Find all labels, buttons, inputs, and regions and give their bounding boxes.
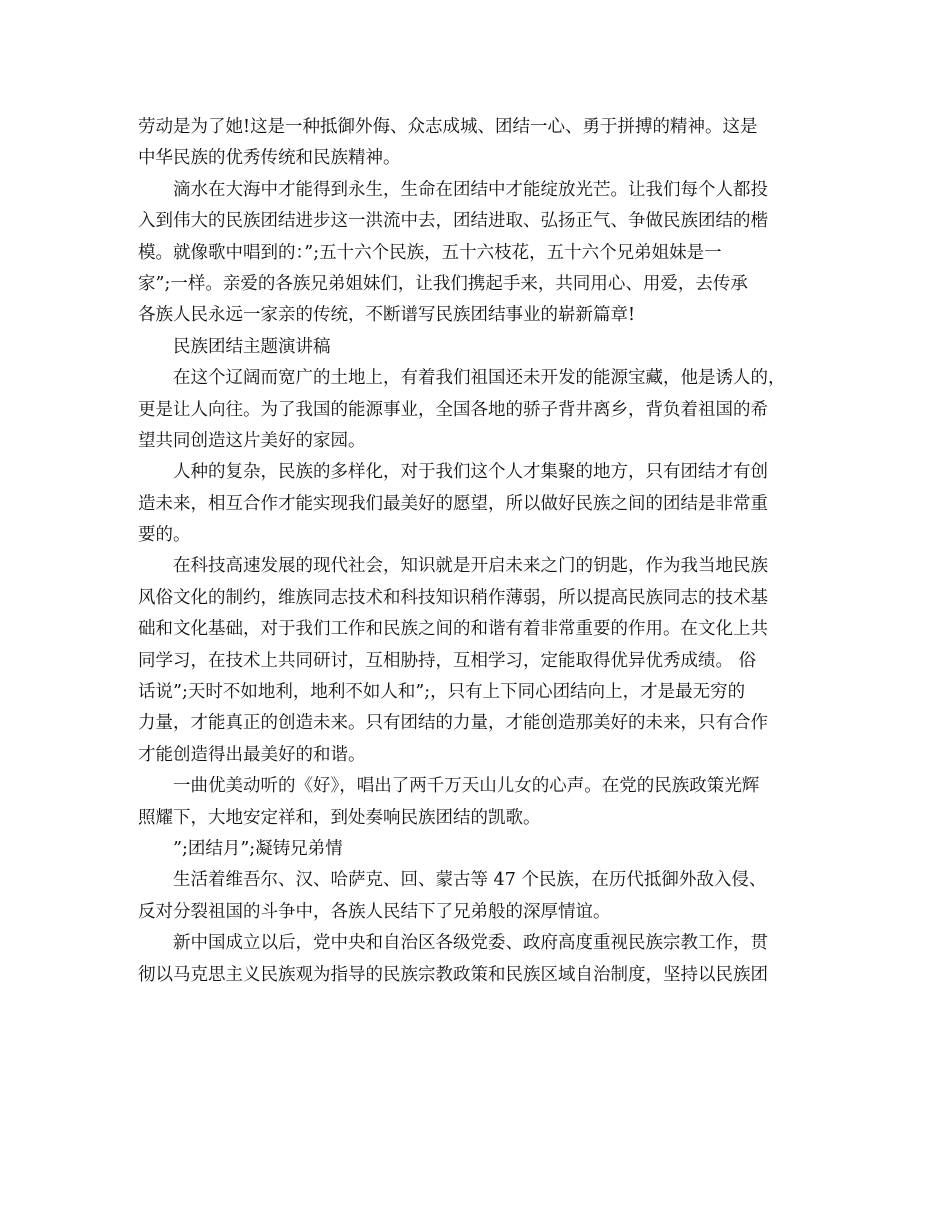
- text-line: 望共同创造这片美好的家园。: [138, 430, 366, 451]
- document-page: [138, 112, 814, 991]
- text-line: 生活着维吾尔、汉、哈萨克、回、蒙古等 47 个民族，在历代抵御外敌入侵、: [173, 870, 767, 891]
- text-line: 更是让人向往。为了我国的能源事业，全国各地的骄子背井离乡，背负着祖国的希: [138, 399, 768, 420]
- text-line: 风俗文化的制约，维族同志技术和科技知识稍作薄弱，所以提高民族同志的技术基: [138, 587, 768, 608]
- document-body: [138, 112, 814, 991]
- text-line: 同学习，在技术上共同研讨，互相胁持，互相学习，定能取得优异优秀成绩。 俗: [138, 650, 757, 671]
- text-line: 各族人民永远一家亲的传统，不断谱写民族团结事业的崭新篇章!: [138, 305, 636, 326]
- text-line: 造未来，相互合作才能实现我们最美好的愿望，所以做好民族之间的团结是非常重: [138, 493, 768, 514]
- text-line: 劳动是为了她!这是一种抵御外侮、众志成城、团结一心、勇于拼搏的精神。这是: [138, 117, 758, 137]
- text-line: 模。就像歌中唱到的：”;五十六个民族，五十六枝花，五十六个兄弟姐妹是一: [138, 242, 722, 263]
- text-line: 入到伟大的民族团结进步这一洪流中去，团结进取、弘扬正气、争做民族团结的楷: [138, 211, 768, 232]
- text-line: 家”;一样。亲爱的各族兄弟姐妹们，让我们携起手来，共同用心、用爱，去传承: [138, 273, 748, 294]
- text-line: 要的。: [138, 525, 191, 546]
- text-line: 一曲优美动听的《好》，唱出了两千万天山儿女的心声。在党的民族政策光辉: [173, 776, 760, 797]
- text-line: 彻以马克思主义民族观为指导的民族宗教政策和民族区域自治制度，坚持以民族团: [138, 964, 768, 985]
- text-line: 力量，才能真正的创造未来。只有团结的力量，才能创造那美好的未来，只有合作: [138, 713, 768, 734]
- text-line: 在科技高速发展的现代社会，知识就是开启未来之门的钥匙，作为我当地民族: [173, 556, 768, 577]
- text-line: 在这个辽阔而宽广的土地上，有着我们祖国还未开发的能源宝藏，他是诱人的，: [173, 368, 786, 389]
- text-line: ”;团结月”;凝铸兄弟情: [173, 838, 343, 859]
- text-line: 中华民族的优秀传统和民族精神。: [138, 148, 401, 169]
- text-line: 照耀下，大地安定祥和，到处奏响民族团结的凯歌。: [138, 807, 541, 828]
- text-line: 才能创造得出最美好的和谐。: [138, 744, 366, 765]
- text-line: 反对分裂祖国的斗争中，各族人民结下了兄弟般的深厚情谊。: [138, 901, 611, 922]
- text-line: 新中国成立以后，党中央和自治区各级党委、政府高度重视民族宗教工作，贯: [173, 933, 768, 954]
- text-line: 础和文化基础，对于我们工作和民族之间的和谐有着非常重要的作用。在文化上共: [138, 619, 768, 640]
- text-line: 话说”;天时不如地利，地利不如人和”;，只有上下同心团结向上，才是最无穷的: [138, 682, 746, 703]
- text-line: 人种的复杂，民族的多样化，对于我们这个人才集聚的地方，只有团结才有创: [173, 462, 768, 483]
- text-line: 民族团结主题演讲稿: [173, 336, 331, 357]
- text-line: 滴水在大海中才能得到永生，生命在团结中才能绽放光芒。让我们每个人都投: [173, 179, 768, 200]
